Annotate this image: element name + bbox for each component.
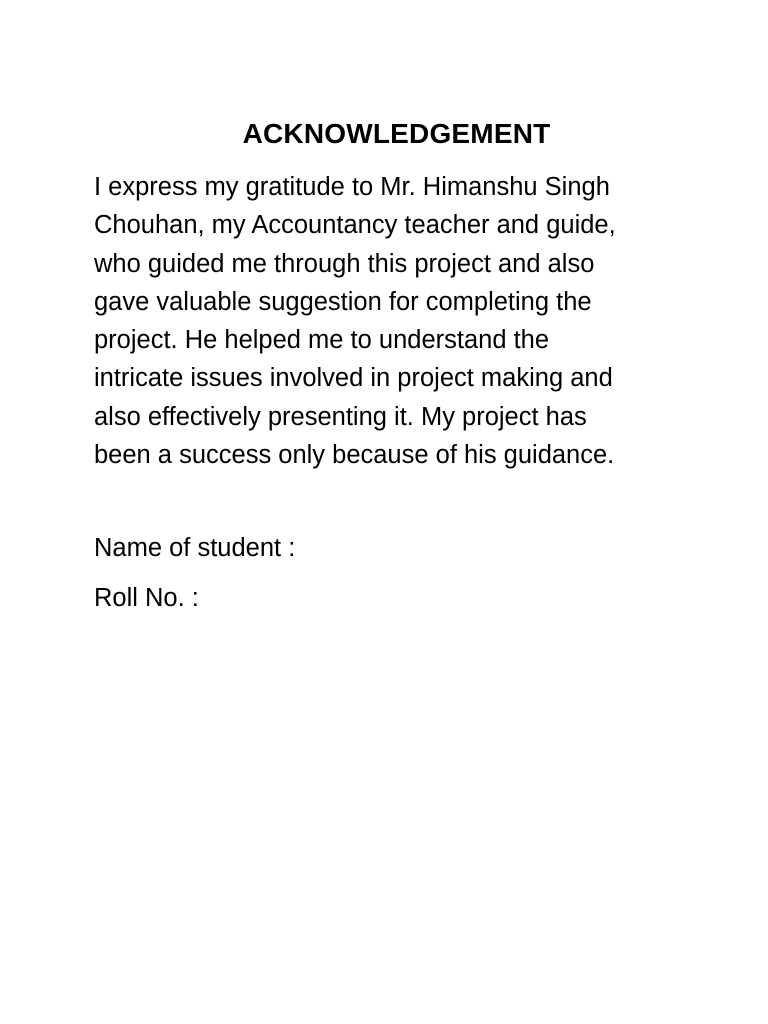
paragraph-line: who guided me through this project and also [94,249,595,278]
paragraph-line: project. He helped me to understand the [94,326,550,355]
student-name-label: Name of student : [94,534,296,562]
paragraph-line: been a success only because of his guidance. [94,441,615,470]
paragraph-line: gave valuable suggestion for completing the [94,287,592,316]
document-title: ACKNOWLEDGEMENT [242,118,551,149]
acknowledgement-paragraph [94,168,734,474]
paragraph-line: I express my gratitude to Mr. Himanshu Singh [94,173,610,201]
paragraph-line: also effectively presenting it. My project has [94,402,587,431]
paragraph-line: intricate issues involved in project making and [94,364,613,393]
paragraph-line: Chouhan, my Accountancy teacher and guide, [94,211,616,240]
roll-no-label: Roll No. : [94,584,199,612]
